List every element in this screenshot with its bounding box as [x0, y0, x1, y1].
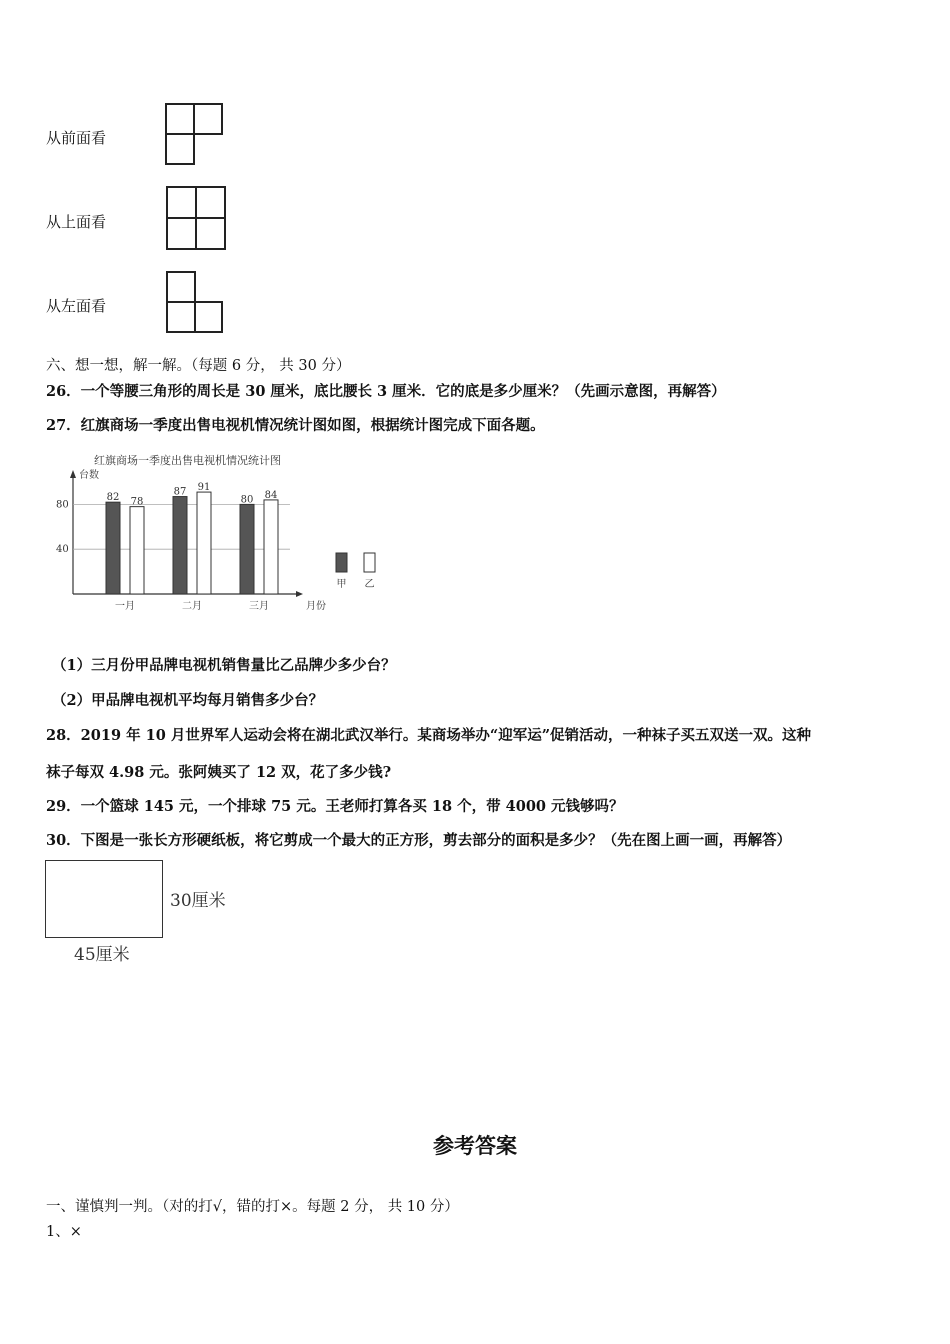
legend-swatch-乙	[364, 553, 375, 572]
x-tick-label: 一月	[115, 601, 135, 612]
view-label-front: 从前面看	[46, 129, 107, 147]
view-label-left: 从左面看	[46, 297, 107, 315]
question-29: 29．一个篮球 145 元，一个排球 75 元。王老师打算各买 18 个，带 4000 元钱够吗？	[46, 798, 624, 815]
cardboard-rectangle	[45, 860, 163, 938]
answer-section-1: 一、谨慎判一判。（对的打√，错的打×。每题 2 分， 共 10 分）	[46, 1199, 459, 1215]
x-tick-label: 二月	[182, 601, 202, 612]
bar-乙	[264, 500, 278, 594]
bar-value-label: 78	[130, 496, 144, 508]
y-axis-label: 台数	[79, 470, 99, 481]
bar-value-label: 84	[264, 489, 278, 501]
question-28-line-1: 28．2019 年 10 月世界军人运动会将在湖北武汉举行。某商场举办“迎军运”促销活动，一种袜子买五双送一双。这种	[46, 727, 812, 744]
legend-label: 乙	[364, 579, 375, 590]
bar-value-label: 87	[173, 486, 187, 498]
legend-label: 甲	[336, 579, 347, 590]
chart-title: 红旗商场一季度出售电视机情况统计图	[94, 454, 281, 467]
top-view-grid-icon	[162, 184, 228, 252]
bar-chart	[48, 446, 398, 626]
bar-甲	[173, 497, 187, 594]
y-tick-label: 80	[56, 499, 69, 511]
x-axis-arrow	[296, 591, 303, 597]
x-axis-label: 月份	[306, 601, 326, 612]
view-label-top: 从上面看	[46, 213, 107, 231]
question-27-sub-1: （1）三月份甲品牌电视机销售量比乙品牌少多少台？	[52, 657, 396, 674]
question-28-line-2: 袜子每双 4.98 元。张阿姨买了 12 双，花了多少钱?	[46, 764, 392, 781]
bar-乙	[130, 507, 144, 594]
bar-甲	[106, 502, 120, 594]
bar-甲	[240, 504, 254, 594]
left-view-grid-icon	[162, 268, 226, 336]
bar-乙	[197, 492, 211, 594]
y-tick-label: 40	[56, 544, 69, 556]
section-6-heading: 六、想一想，解一解。（每题 6 分， 共 30 分）	[46, 358, 351, 374]
bar-value-label: 80	[240, 494, 254, 506]
x-tick-label: 三月	[249, 601, 269, 612]
rectangle-width-label: 45厘米	[74, 945, 130, 965]
bar-value-label: 82	[106, 492, 120, 504]
answer-title: 参考答案	[433, 1133, 517, 1158]
bar-value-label: 91	[197, 482, 211, 494]
question-27-sub-2: （2）甲品牌电视机平均每月销售多少台？	[52, 692, 324, 709]
y-axis-arrow	[70, 470, 76, 478]
question-30: 30．下图是一张长方形硬纸板，将它剪成一个最大的正方形，剪去部分的面积是多少？（先在图上画一画，再解答）	[46, 832, 792, 849]
answer-1: 1、×	[46, 1224, 82, 1240]
legend-swatch-甲	[336, 553, 347, 572]
question-26: 26．一个等腰三角形的周长是 30 厘米，底比腰长 3 厘米．它的底是多少厘米？（先画示意图，再解答）	[46, 383, 726, 400]
front-view-grid-icon	[162, 100, 226, 168]
question-27: 27．红旗商场一季度出售电视机情况统计图如图，根据统计图完成下面各题。	[46, 417, 545, 434]
rectangle-height-label: 30厘米	[170, 891, 226, 911]
